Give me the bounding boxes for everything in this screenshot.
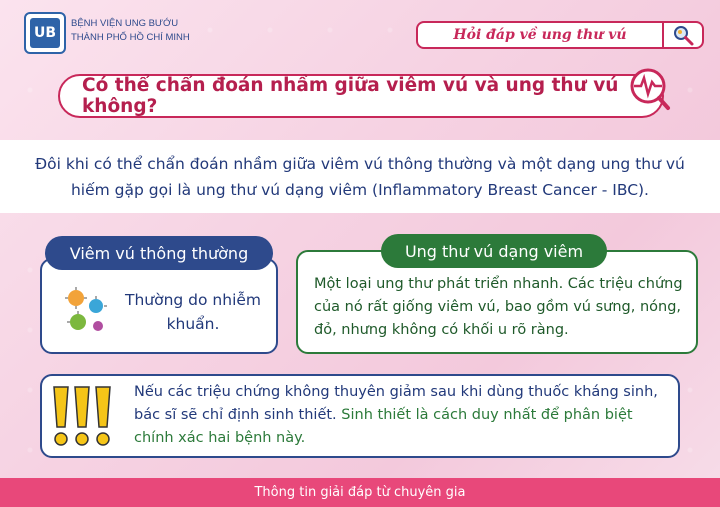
warning-text: [134, 381, 674, 450]
topic-tag-label: Hỏi đáp về ung thư vú: [453, 27, 627, 43]
magnifier-icon: [662, 23, 702, 47]
common-mastitis-text: Thường do nhiễm khuẩn.: [124, 291, 262, 333]
footer-banner: Thông tin giải đáp từ chuyên gia: [0, 478, 720, 507]
warning-text-part1: Nếu các triệu chứng không thuyên giảm sau khi dùng thuốc kháng sinh, bác sĩ sẽ chỉ định sinh thiết.: [134, 384, 658, 423]
germs-icon: [62, 284, 110, 336]
ibc-text: Một loại ung thư phát triển nhanh. Các triệu chứng của nó rất giống viêm vú, bao gồm vú sưng, nóng, đỏ, nhưng không có khối u rõ ràng.: [314, 276, 683, 338]
intro-text: Đôi khi có thể chẩn đoán nhầm giữa viêm vú thông thường và một dạng ung thư vú hiếm gặp gọi là ung thư vú dạng viêm (Inflammatory Breast Cancer - IBC).: [0, 140, 720, 213]
topic-tag: [416, 21, 704, 49]
warning-text-part2: Sinh thiết là cách duy nhất để phân biệt chính xác hai bệnh này.: [134, 407, 633, 446]
hospital-name-line2: THÀNH PHỐ HỒ CHÍ MINH: [71, 32, 190, 43]
hospital-logo: [24, 12, 66, 54]
search-pulse-icon: [624, 64, 672, 112]
ibc-heading: Ung thư vú dạng viêm: [381, 234, 607, 268]
question-title-box: [58, 74, 664, 118]
exclamation-icon: [50, 383, 114, 449]
common-mastitis-heading: Viêm vú thông thường: [45, 236, 273, 270]
hospital-name-line1: BỆNH VIỆN UNG BƯỚU: [71, 18, 179, 29]
hospital-name: [71, 17, 190, 45]
question-title: Có thể chẩn đoán nhầm giữa viêm vú và ung thư vú không?: [82, 75, 619, 117]
logo-mark: UB: [30, 18, 60, 48]
